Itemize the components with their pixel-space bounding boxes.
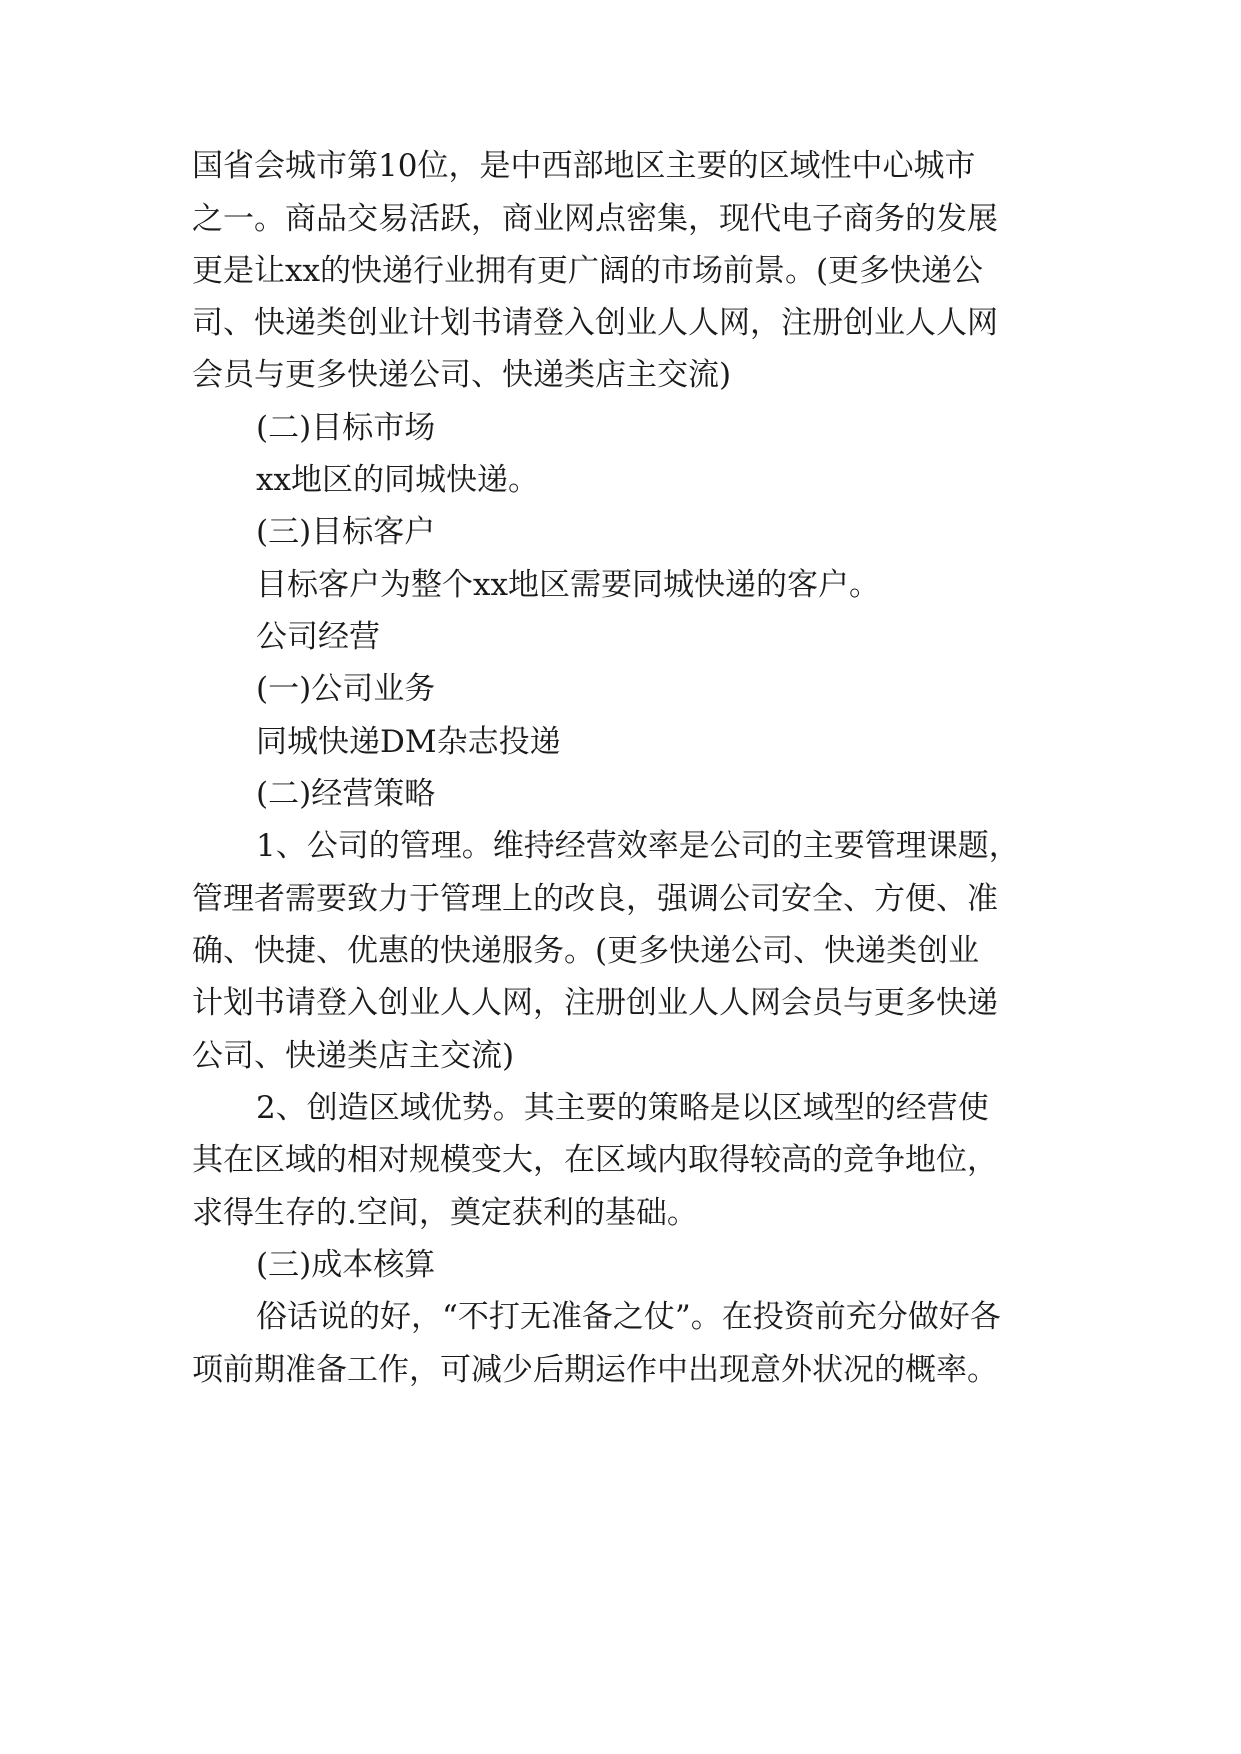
body-text-line: 管理者需要致力于管理上的改良，强调公司安全、方便、准 bbox=[192, 881, 998, 917]
section-heading-target-customers: (三)目标客户 bbox=[256, 514, 436, 550]
body-text-line: 其在区域的相对规模变大，在区域内取得较高的竞争地位， bbox=[192, 1142, 998, 1178]
body-text-line: 同城快递DM杂志投递 bbox=[256, 724, 561, 760]
body-text-line: 确、快捷、优惠的快递服务。(更多快递公司、快递类创业 bbox=[192, 933, 980, 969]
body-text-line: 计划书请登入创业人人网，注册创业人人网会员与更多快递 bbox=[192, 985, 998, 1021]
section-heading-company-operations: 公司经营 bbox=[256, 619, 380, 655]
body-text-line: 会员与更多快递公司、快递类店主交流) bbox=[192, 357, 732, 393]
section-heading-target-market: (二)目标市场 bbox=[256, 410, 436, 446]
paragraph-first-line: 1、公司的管理。维持经营效率是公司的主要管理课题， bbox=[256, 828, 1020, 864]
paragraph-first-line: 俗话说的好，“不打无准备之仗”。在投资前充分做好各 bbox=[256, 1299, 1001, 1335]
body-text-line: 国省会城市第10位，是中西部地区主要的区域性中心城市 bbox=[192, 148, 976, 184]
section-heading-cost-accounting: (三)成本核算 bbox=[256, 1247, 436, 1283]
body-text-line: 项前期准备工作，可减少后期运作中出现意外状况的概率。 bbox=[192, 1352, 998, 1388]
body-text-line: 目标客户为整个xx地区需要同城快递的客户。 bbox=[256, 567, 880, 603]
section-heading-business-strategy: (二)经营策略 bbox=[256, 776, 436, 812]
paragraph-first-line: 2、创造区域优势。其主要的策略是以区域型的经营使 bbox=[256, 1090, 989, 1126]
body-text-line: 之一。商品交易活跃，商业网点密集，现代电子商务的发展 bbox=[192, 201, 998, 237]
section-heading-company-business: (一)公司业务 bbox=[256, 671, 436, 707]
body-text-line: 司、快递类创业计划书请登入创业人人网，注册创业人人网 bbox=[192, 305, 998, 341]
body-text-line: 求得生存的.空间，奠定获利的基础。 bbox=[192, 1195, 698, 1231]
body-text-line: 更是让xx的快递行业拥有更广阔的市场前景。(更多快递公 bbox=[192, 253, 984, 289]
body-text-line: xx地区的同城快递。 bbox=[256, 462, 539, 498]
body-text-line: 公司、快递类店主交流) bbox=[192, 1038, 515, 1074]
